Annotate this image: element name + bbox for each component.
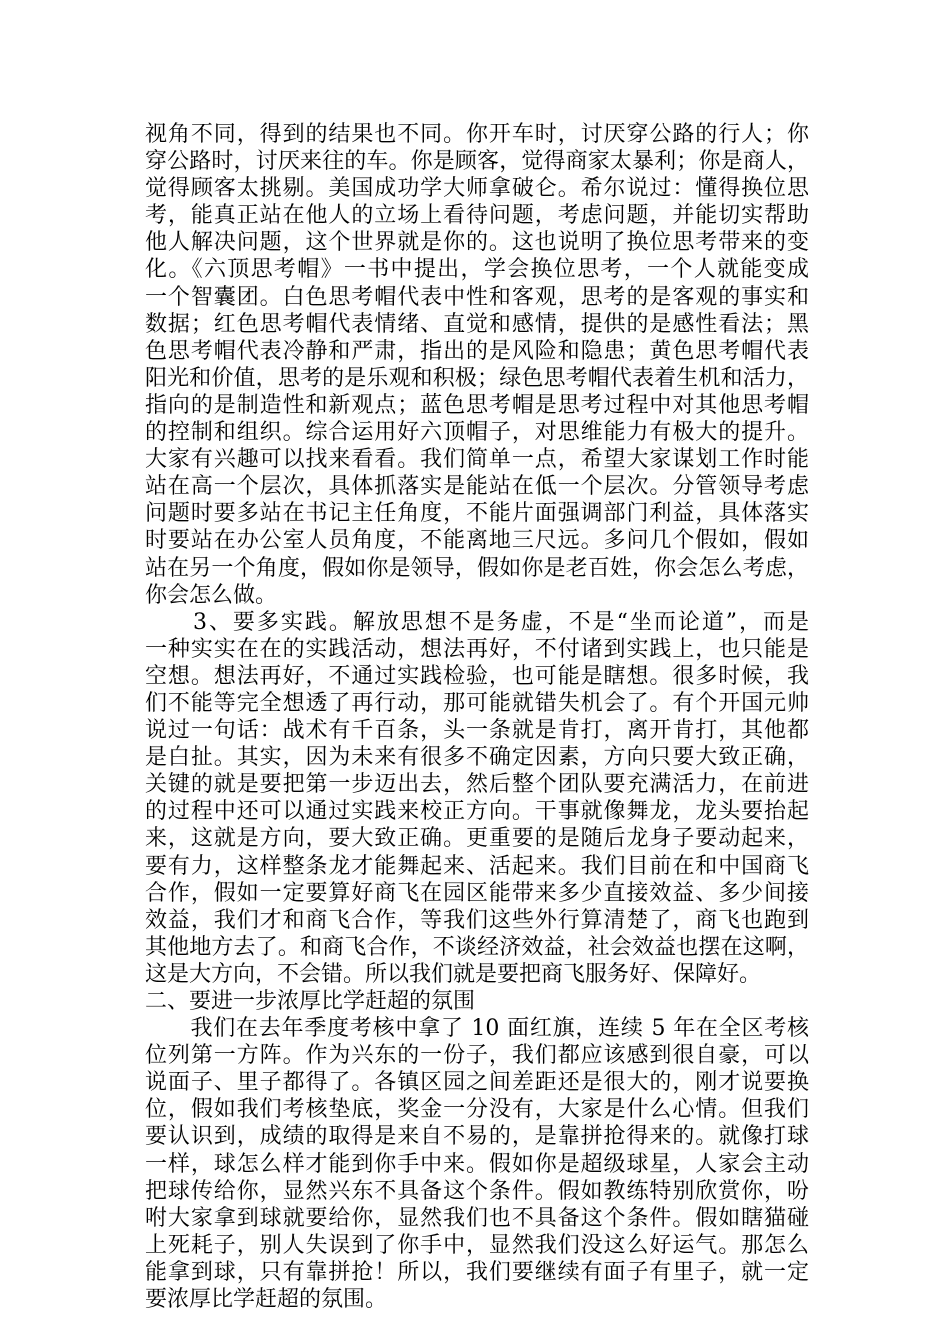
- text-line: 3、要多实践。解放思想不是务虚，不是“坐而论道”，而是: [145, 609, 809, 635]
- text-line: 考，能真正站在他人的立场上看待问题，考虑问题，并能切实帮助: [145, 203, 809, 229]
- text-line: 合作，假如一定要算好商飞在园区能带来多少直接效益、多少间接: [145, 880, 809, 906]
- text-line: 能拿到球，只有靠拼抢！所以，我们要继续有面子有里子，就一定: [145, 1259, 809, 1285]
- text-line: 要浓厚比学赶超的氛围。: [145, 1287, 388, 1313]
- text-line: 指向的是制造性和新观点；蓝色思考帽是思考过程中对其他思考帽: [145, 392, 809, 418]
- text-line: 要有力，这样整条龙才能舞起来、活起来。我们目前在和中国商飞: [145, 853, 809, 879]
- text-line: 空想。想法再好，不通过实践检验，也可能是瞎想。很多时候，我: [145, 663, 809, 689]
- text-line: 说面子、里子都得了。各镇区园之间差距还是很大的，刚才说要换: [145, 1070, 809, 1096]
- text-line: 位，假如我们考核垫底，奖金一分没有，大家是什么心情。但我们: [145, 1097, 809, 1123]
- text-line: 来，这就是方向，要大致正确。更重要的是随后龙身子要动起来，: [145, 826, 809, 852]
- text-line: 其他地方去了。和商飞合作，不谈经济效益，社会效益也摆在这啊，: [145, 934, 809, 960]
- text-line: 位列第一方阵。作为兴东的一份子，我们都应该感到很自豪，可以: [145, 1043, 809, 1069]
- body-text: [145, 121, 809, 1313]
- text-line: 大家有兴趣可以找来看看。我们简单一点，希望大家谋划工作时能: [145, 447, 809, 473]
- text-line: 是白扯。其实，因为未来有很多不确定因素，方向只要大致正确，: [145, 745, 809, 771]
- text-line: 化。《六顶思考帽》一书中提出，学会换位思考，一个人就能变成: [145, 257, 809, 283]
- text-line: 关键的就是要把第一步迈出去，然后整个团队要充满活力，在前进: [145, 772, 809, 798]
- text-line: 效益，我们才和商飞合作，等我们这些外行算清楚了，商飞也跑到: [145, 907, 809, 933]
- text-line: 视角不同，得到的结果也不同。你开车时，讨厌穿公路的行人；你: [145, 122, 809, 147]
- text-line: 上死耗子，别人失误到了你手中，显然我们没这么好运气。那怎么: [145, 1232, 809, 1258]
- text-line: 你会怎么做。: [145, 582, 278, 608]
- text-line: 数据；红色思考帽代表情绪、直觉和感情，提供的是感性看法；黑: [145, 311, 809, 337]
- text-line: 他人解决问题，这个世界就是你的。这也说明了换位思考带来的变: [145, 230, 809, 256]
- text-line: 站在另一个角度，假如你是领导，假如你是老百姓，你会怎么考虑，: [145, 555, 809, 581]
- text-line: 们不能等完全想透了再行动，那可能就错失机会了。有个开国元帅: [145, 690, 809, 716]
- text-line: 的过程中还可以通过实践来校正方向。干事就像舞龙，龙头要抬起: [145, 799, 809, 825]
- text-line: 二、要进一步浓厚比学赶超的氛围: [145, 989, 476, 1014]
- text-line: 一样，球怎么样才能到你手中来。假如你是超级球星，人家会主动: [145, 1151, 809, 1177]
- text-line: 要认识到，成绩的取得是来自不易的，是靠拼抢得来的。就像打球: [145, 1124, 809, 1150]
- text-line: 色思考帽代表冷静和严肃，指出的是风险和隐患；黄色思考帽代表: [145, 338, 809, 364]
- text-line: 我们在去年季度考核中拿了 10 面红旗，连续 5 年在全区考核: [145, 1016, 809, 1042]
- text-line: 觉得顾客太挑剔。美国成功学大师拿破仑。希尔说过：懂得换位思: [145, 176, 809, 202]
- text-line: 说过一句话：战术有千百条，头一条就是肯打，离开肯打，其他都: [145, 718, 809, 744]
- text-line: 站在高一个层次，具体抓落实是能站在低一个层次。分管领导考虑: [145, 474, 809, 500]
- text-line: 穿公路时，讨厌来往的车。你是顾客，觉得商家太暴利；你是商人，: [145, 149, 809, 175]
- text-line: 一个智囊团。白色思考帽代表中性和客观，思考的是客观的事实和: [145, 284, 809, 310]
- text-line: 把球传给你，显然兴东不具备这个条件。假如教练特别欣赏你，吩: [145, 1178, 809, 1204]
- text-line: 阳光和价值，思考的是乐观和积极；绿色思考帽代表着生机和活力，: [145, 365, 809, 391]
- text-line: 这是大方向，不会错。所以我们就是要把商飞服务好、保障好。: [145, 961, 762, 987]
- text-line: 时要站在办公室人员角度，不能离地三尺远。多问几个假如，假如: [145, 528, 809, 554]
- text-line: 咐大家拿到球就要给你，显然我们也不具备这个条件。假如瞎猫碰: [145, 1205, 809, 1231]
- text-line: 问题时要多站在书记主任角度，不能片面强调部门利益，具体落实: [145, 501, 809, 527]
- text-line: 一种实实在在的实践活动，想法再好，不付诸到实践上，也只能是: [145, 636, 809, 662]
- text-line: 的控制和组织。综合运用好六顶帽子，对思维能力有极大的提升。: [145, 420, 809, 446]
